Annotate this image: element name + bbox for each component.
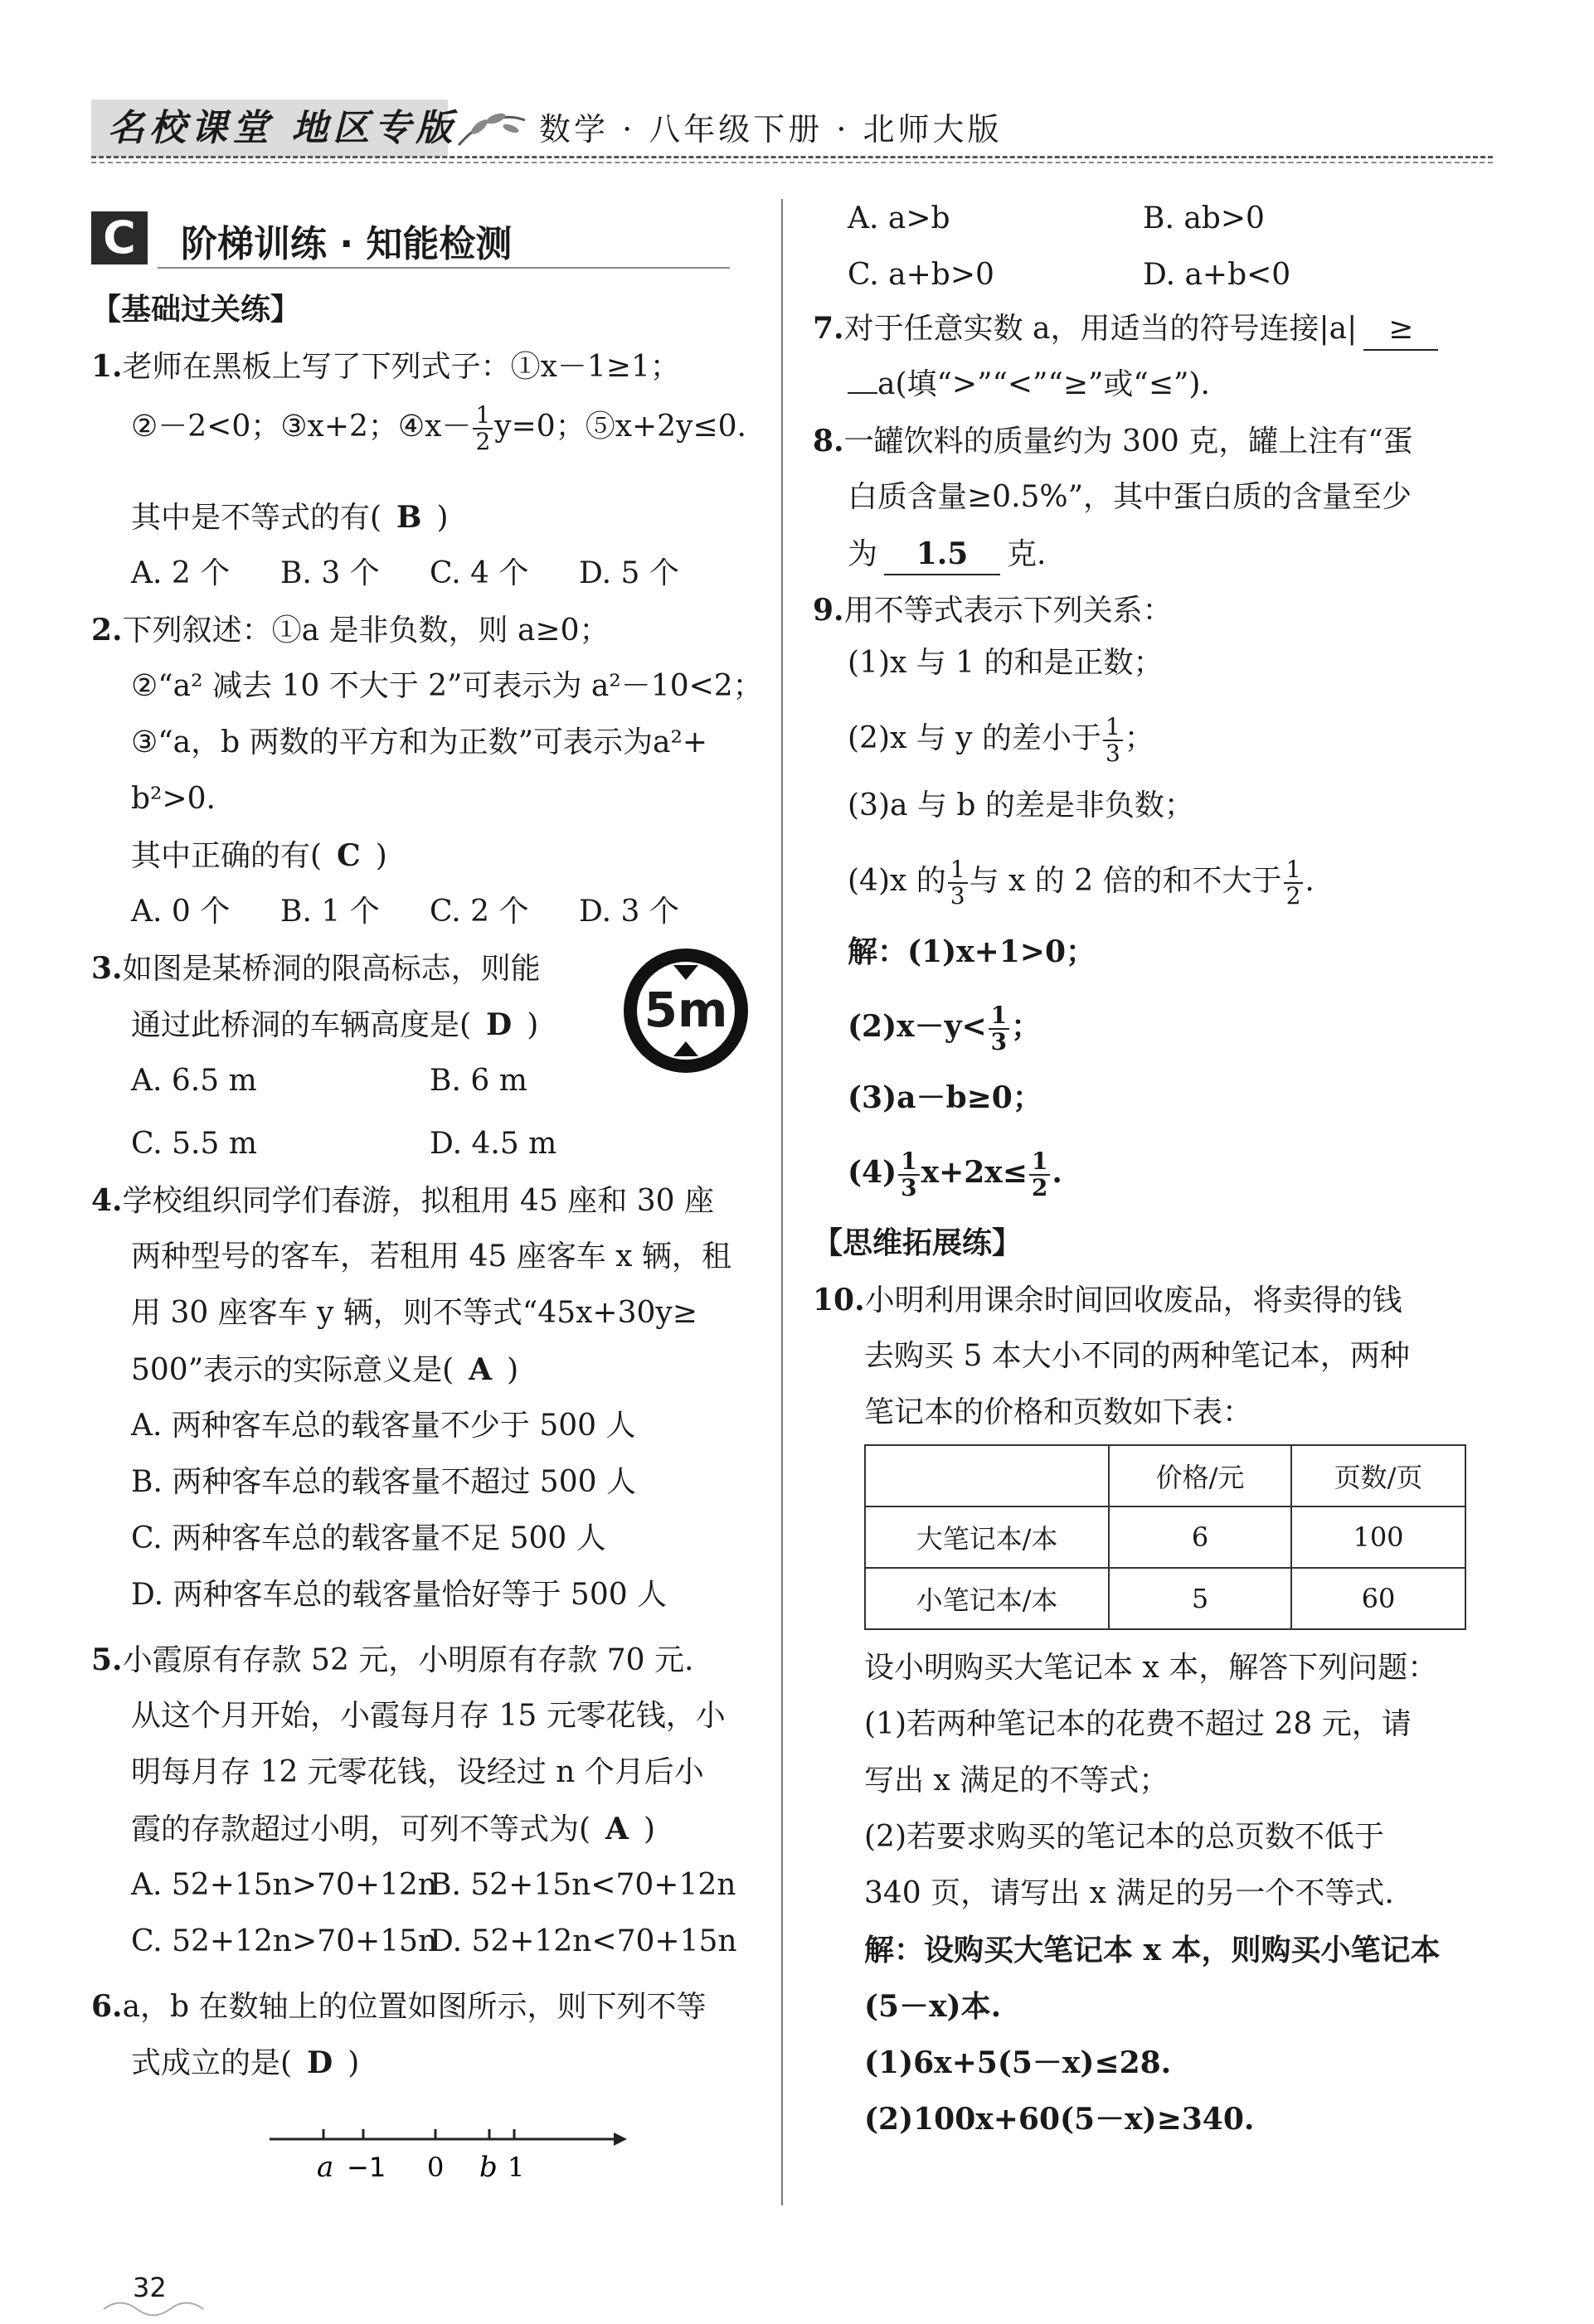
q4-option-b: B. 两种客车总的载客量不超过 500 人 xyxy=(131,1465,636,1499)
q2-paren: ) xyxy=(375,839,387,873)
leaf-ornament-icon xyxy=(454,104,529,153)
q10-line3: 笔记本的价格和页数如下表： xyxy=(864,1395,1253,1429)
q2-line5 xyxy=(131,836,387,876)
table-header-row xyxy=(865,1445,1465,1506)
q8-text1: 一罐饮料的质量约为 300 克，罐上注有“蛋 xyxy=(843,425,1413,458)
label-a: a xyxy=(317,2151,334,2184)
footer-ornament-icon xyxy=(100,2297,224,2322)
q9-a2-den: 3 xyxy=(990,1028,1008,1055)
table-cell: 100 xyxy=(1291,1506,1465,1568)
q9-answer2 xyxy=(848,1003,1041,1055)
q4-paren: ) xyxy=(507,1353,519,1387)
q6-option-d: D. a+b<0 xyxy=(1143,258,1291,292)
section-rule xyxy=(158,267,730,269)
q1-option-d: D. 5 个 xyxy=(579,556,679,590)
table-cell: 5 xyxy=(1109,1568,1291,1629)
q7-text1: 对于任意实数 a，用适当的符号连接|a| xyxy=(843,312,1358,346)
table-header-cell xyxy=(865,1445,1109,1506)
q1-option-c: C. 4 个 xyxy=(430,556,529,590)
q2-number: 2. xyxy=(91,613,123,648)
q3-option-c: C. 5.5 m xyxy=(131,1127,257,1161)
q3-option-a: A. 6.5 m xyxy=(131,1064,257,1098)
height-limit-label: 5m xyxy=(644,982,728,1038)
q6-text1: a，b 在数轴上的位置如图所示，则下列不等 xyxy=(122,1990,707,2024)
q4-answer: A xyxy=(469,1352,493,1387)
q10-line1 xyxy=(813,1280,1402,1321)
q10-line7: (2)若要求购买的笔记本的总页数不低于 xyxy=(864,1820,1384,1854)
q2-line4: b²>0. xyxy=(131,782,216,816)
q7-line1 xyxy=(813,308,1438,351)
q9-line1 xyxy=(813,590,1173,631)
q2-option-a: A. 0 个 xyxy=(131,895,231,929)
q4-text1: 学校组织同学们春游，拟租用 45 座和 30 座 xyxy=(122,1184,714,1218)
q9-answer2-text: (2)x－y< xyxy=(848,1009,987,1044)
q9-answer4-text-b: x+2x≤ xyxy=(921,1155,1028,1190)
q2-option-b: B. 1 个 xyxy=(280,895,380,929)
q1-fraction xyxy=(473,403,493,454)
q9-answer4 xyxy=(848,1149,1062,1201)
q5-line3: 明每月存 12 元零花钱，设经过 n 个月后小 xyxy=(131,1755,704,1789)
q2-line1 xyxy=(91,610,609,651)
q2-prompt: 其中正确的有( xyxy=(131,839,323,873)
q1-paren: ) xyxy=(436,501,449,535)
q6-line1 xyxy=(91,1987,707,2027)
q10-line8: 340 页，请写出 x 满足的另一个不等式. xyxy=(864,1876,1394,1910)
q9-a4-num1: 1 xyxy=(898,1149,919,1176)
q2-line3: ③“a，b 两数的平方和为正数”可表示为a²+ xyxy=(131,725,708,759)
q6-option-a: A. a>b xyxy=(848,201,950,235)
q9-sub2 xyxy=(848,715,1154,766)
q5-paren: ) xyxy=(643,1812,656,1846)
q4-line3: 用 30 座客车 y 辆，则不等式“45x+30y≥ xyxy=(131,1296,697,1330)
q6-option-c: C. a+b>0 xyxy=(848,258,994,292)
table-header-cell: 页数/页 xyxy=(1291,1445,1465,1506)
q6-answer: D xyxy=(307,2045,333,2080)
q5-text1: 小霞原有存款 52 元，小明原有存款 70 元. xyxy=(122,1643,694,1677)
q7-blank-tail xyxy=(848,392,877,394)
q9-sub2-text: (2)x 与 y 的差小于 xyxy=(848,721,1101,755)
q2-text1: 下列叙述：①a 是非负数，则 a≥0； xyxy=(122,614,610,648)
q4-option-c: C. 两种客车总的载客量不足 500 人 xyxy=(131,1521,606,1555)
q8-line3 xyxy=(848,534,1046,575)
q1-number: 1. xyxy=(91,349,123,384)
q6-line2 xyxy=(131,2043,359,2084)
number-line-arrow-icon xyxy=(614,2132,627,2146)
q2-line2: ②“a² 减去 10 不大于 2”可表示为 a²－10<2； xyxy=(131,669,763,703)
q3-text1: 如图是某桥洞的限高标志，则能 xyxy=(122,952,541,986)
q10-line4: 设小明购买大笔记本 x 本，解答下列问题： xyxy=(864,1651,1438,1685)
q9-sub4-fraction2 xyxy=(1284,857,1304,909)
q6-number: 6. xyxy=(91,1989,123,2024)
q1-prompt: 其中是不等式的有( xyxy=(131,501,382,535)
label-minus1: −1 xyxy=(347,2152,386,2183)
q9-answer2-end: ； xyxy=(1011,1009,1042,1044)
table-row xyxy=(865,1506,1465,1568)
q10-solution1: 解：设购买大笔记本 x 本，则购买小笔记本 xyxy=(864,1933,1441,1967)
q6-prompt: 式成立的是( xyxy=(131,2046,293,2080)
q5-option-b: B. 52+15n<70+12n xyxy=(430,1868,736,1902)
q9-sub4 xyxy=(848,857,1315,909)
page-number: 32 xyxy=(133,2272,167,2303)
q9-number: 9. xyxy=(813,593,844,628)
q9-a4-num2: 1 xyxy=(1029,1149,1050,1176)
q10-solution3: (1)6x+5(5－x)≤28. xyxy=(864,2045,1172,2080)
q7-answer: ≥ xyxy=(1363,309,1438,351)
table-cell: 小笔记本/本 xyxy=(865,1568,1109,1629)
q3-line2 xyxy=(131,1005,538,1046)
q10-solution2: (5－x)本. xyxy=(864,1989,1002,2024)
q1-line2 xyxy=(131,403,746,454)
q9-text1: 用不等式表示下列关系： xyxy=(843,594,1173,628)
table-row xyxy=(865,1568,1465,1629)
q1-text2b: y=0；⑤x+2y≤0. xyxy=(494,410,746,444)
label-1: 1 xyxy=(508,2152,525,2183)
q3-line1 xyxy=(91,949,541,989)
q5-answer: A xyxy=(605,1812,629,1846)
q3-option-d: D. 4.5 m xyxy=(430,1127,557,1161)
q9-s4-num2: 1 xyxy=(1284,857,1304,884)
q6-paren: ) xyxy=(347,2046,360,2080)
q9-sub1: (1)x 与 1 的和是正数； xyxy=(848,646,1164,680)
q3-answer: D xyxy=(486,1007,513,1042)
q9-s4-den1: 3 xyxy=(950,882,965,910)
header-rule-2 xyxy=(91,162,1493,163)
q1-frac-den: 2 xyxy=(475,428,491,455)
q5-line1 xyxy=(91,1640,693,1681)
q4-line4 xyxy=(131,1350,518,1390)
q9-sub4-end: . xyxy=(1305,864,1315,898)
q9-answer4-fraction1 xyxy=(898,1149,919,1201)
q3-number: 3. xyxy=(91,951,123,986)
q4-line1 xyxy=(91,1181,714,1221)
q3-option-b: B. 6 m xyxy=(430,1064,527,1098)
q8-line2: 白质含量≥0.5%”，其中蛋白质的含量至少 xyxy=(848,480,1412,514)
section-title: 阶梯训练 · 知能检测 xyxy=(181,223,513,265)
q9-answer4-end: . xyxy=(1052,1155,1062,1190)
q9-sub2-end: ； xyxy=(1124,721,1154,755)
q5-line2: 从这个月开始，小霞每月存 15 元零花钱，小 xyxy=(131,1699,726,1733)
q1-answer: B xyxy=(396,500,422,535)
q1-line3 xyxy=(131,497,449,538)
q9-answer1-text: (1)x+1>0； xyxy=(907,934,1096,969)
header-subject: 数学 · 八年级下册 · 北师大版 xyxy=(539,111,1003,148)
q3-paren: ) xyxy=(527,1008,539,1042)
q1-line1 xyxy=(91,347,680,387)
q3-prompt: 通过此桥洞的车辆高度是( xyxy=(131,1008,472,1042)
q9-sub4-text-a: (4)x 的 xyxy=(848,864,946,898)
column-divider xyxy=(781,199,783,2205)
q4-prompt: 500”表示的实际意义是( xyxy=(131,1353,454,1387)
q4-option-a: A. 两种客车总的载客量不少于 500 人 xyxy=(131,1409,636,1443)
q1-option-b: B. 3 个 xyxy=(280,556,380,590)
q9-answer4-fraction2 xyxy=(1029,1149,1050,1201)
q10-text1: 小明利用课余时间回收废品，将卖得的钱 xyxy=(864,1283,1402,1317)
q6-option-b: B. ab>0 xyxy=(1143,201,1265,235)
label-b: b xyxy=(479,2151,498,2184)
q5-option-a: A. 52+15n>70+12n xyxy=(131,1868,437,1902)
q8-text3a: 为 xyxy=(848,537,878,571)
q10-line5: (1)若两种笔记本的花费不超过 28 元，请 xyxy=(864,1707,1412,1741)
table-header-cell: 价格/元 xyxy=(1109,1445,1291,1506)
q9-sub3: (3)a 与 b 的差是非负数； xyxy=(848,788,1194,822)
q7-text2: a(填“>”“<”“≥”或“≤”). xyxy=(877,367,1210,401)
q1-text2a: ②－2<0；③x+2；④x－ xyxy=(131,410,472,444)
q9-solution-label: 解： xyxy=(848,934,908,969)
q10-number: 10. xyxy=(813,1283,865,1317)
q9-a4-den2: 2 xyxy=(1031,1174,1048,1201)
table-cell: 大笔记本/本 xyxy=(865,1506,1109,1568)
q4-option-d: D. 两种客车总的载客量恰好等于 500 人 xyxy=(131,1578,668,1612)
q9-sub4-fraction1 xyxy=(948,857,968,909)
q10-line2: 去购买 5 本大小不同的两种笔记本，两种 xyxy=(864,1339,1410,1373)
q5-line4 xyxy=(131,1809,655,1850)
q2-option-c: C. 2 个 xyxy=(430,895,529,929)
q9-sub4-text-b: 与 x 的 2 倍的和不大于 xyxy=(969,864,1282,898)
q4-line2: 两种型号的客车，若租用 45 座客车 x 辆，租 xyxy=(131,1240,731,1274)
table-cell: 6 xyxy=(1109,1506,1291,1568)
q1-frac-num: 1 xyxy=(473,403,493,429)
table-cell: 60 xyxy=(1291,1568,1465,1629)
q8-number: 8. xyxy=(813,424,844,458)
q9-s2-num: 1 xyxy=(1103,715,1123,741)
header-rule xyxy=(91,156,1493,158)
q5-number: 5. xyxy=(91,1642,123,1677)
extension-practice-label: 【思维拓展练】 xyxy=(813,1226,1023,1260)
q10-solution4: (2)100x+60(5－x)≥340. xyxy=(864,2102,1255,2137)
q7-line2 xyxy=(848,365,1210,405)
q8-text3b: 克. xyxy=(1007,537,1047,571)
section-letter-badge: C xyxy=(91,211,148,264)
q4-number: 4. xyxy=(91,1183,123,1218)
notebook-price-table xyxy=(864,1444,1466,1630)
q1-text1: 老师在黑板上写了下列式子：①x－1≥1； xyxy=(122,350,680,384)
q9-answer2-fraction xyxy=(989,1003,1009,1055)
q5-prompt: 霞的存款超过小明，可列不等式为( xyxy=(131,1812,591,1846)
label-0: 0 xyxy=(427,2152,445,2183)
q7-number: 7. xyxy=(813,311,844,346)
q1-option-a: A. 2 个 xyxy=(131,556,231,590)
header-brand: 名校课堂 地区专版 xyxy=(108,107,458,149)
q10-line6: 写出 x 满足的不等式； xyxy=(864,1764,1169,1798)
q2-answer: C xyxy=(337,838,361,873)
q9-s2-den: 3 xyxy=(1105,740,1120,767)
q9-s4-den2: 2 xyxy=(1285,882,1301,910)
number-line xyxy=(265,2114,630,2197)
q9-a2-num: 1 xyxy=(989,1003,1009,1030)
q5-option-d: D. 52+12n<70+15n xyxy=(430,1924,737,1958)
q9-answer3: (3)a－b≥0； xyxy=(848,1080,1042,1115)
basic-practice-label: 【基础过关练】 xyxy=(91,293,301,327)
q9-answer4-text-a: (4) xyxy=(848,1155,897,1190)
q8-line1 xyxy=(813,421,1413,462)
q2-option-d: D. 3 个 xyxy=(579,895,679,929)
q9-s4-num1: 1 xyxy=(948,857,968,884)
q8-answer: 1.5 xyxy=(884,534,1000,575)
q9-a4-den1: 3 xyxy=(901,1174,917,1201)
q9-answer1 xyxy=(848,932,1096,972)
q9-sub2-fraction xyxy=(1103,715,1123,766)
q5-option-c: C. 52+12n>70+15n xyxy=(131,1924,438,1958)
